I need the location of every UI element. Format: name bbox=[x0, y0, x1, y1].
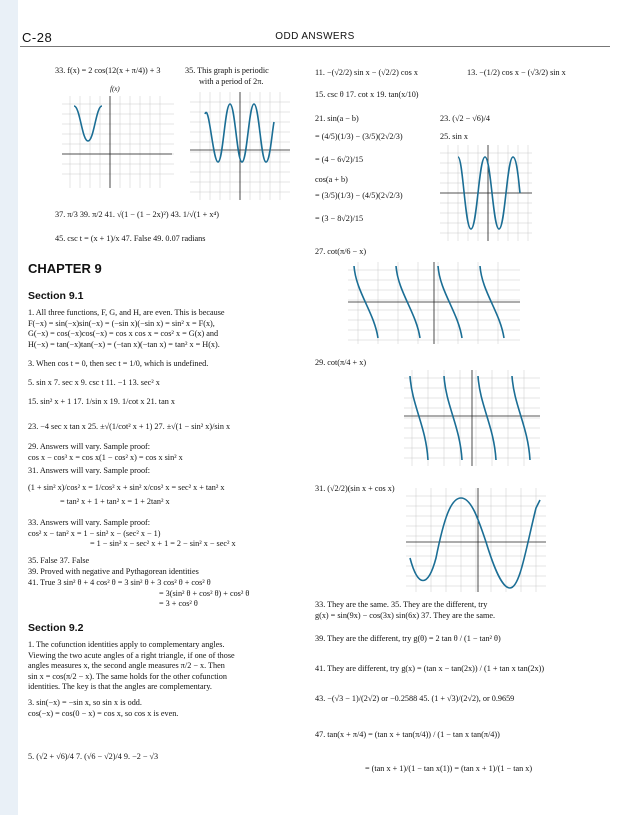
s91-answer-39: 39. Proved with negative and Pythagorean identities bbox=[28, 567, 199, 576]
answer-21-c: = (4 − 6√2)/15 bbox=[315, 155, 364, 164]
answer-25: 25. sin x bbox=[440, 132, 468, 141]
answer-47-b: = (tan x + 1)/(1 − tan x(1)) = (tan x + 1)/(1 − tan x) bbox=[365, 764, 533, 773]
answer-41: 41. They are different, try g(x) = (tan x − tan(2x)) / (1 + tan x tan(2x)) bbox=[315, 664, 545, 673]
answers-33-37-b: g(x) = sin(9x) − cos(3x) sin(6x) 37. They are the same. bbox=[315, 611, 496, 620]
answer-11: 11. −(√2/2) sin x − (√2/2) cos x bbox=[315, 68, 418, 77]
graph-25 bbox=[440, 145, 532, 241]
section-9-1-title: Section 9.1 bbox=[28, 290, 84, 302]
answer-21-e: = (3/5)(1/3) − (4/5)(2√2/3) bbox=[315, 191, 403, 200]
s91-answer-33: 33. Answers will vary. Sample proof: cos² x − tan² x = 1 − sin² x − (sec² x − 1) = 1 − sin² x − sec² x + 1 = 2 − sin² x − sec² x bbox=[28, 518, 236, 549]
graph-35 bbox=[190, 92, 290, 200]
answers-33-35: 33. They are the same. 35. They are the different, try bbox=[315, 600, 488, 609]
s91-answer-1: 1. All three functions, F, G, and H, are even. This is because F(−x) = sin(−x)sin(−x) = (−sin x)(−sin x) = sin² x = F(x), G(−x) = cos(−x)cos(−x) = cos x cos x = cos² x = G(x) and H(−x) = tan(−x)tan(−x) = (−tan x)(−tan x) = tan² x = H(x). bbox=[28, 308, 225, 349]
s92-answer-1: 1. The cofunction identities apply to complementary angles. Viewing the two acute angles of a right triangle, if one of those angles measures x, the second angle measures π/2 − x. Then sin x = cos(π/2 − x). The same holds for the other cofunction identities. The key is that the angles are complementary. bbox=[28, 640, 235, 692]
graph-33 bbox=[62, 96, 174, 188]
answer-39: 39. They are the different, try g(θ) = 2 tan θ / (1 − tan² θ) bbox=[315, 634, 501, 643]
s92-answers-5-9: 5. (√2 + √6)/4 7. (√6 − √2)/4 9. −2 − √3 bbox=[28, 752, 159, 761]
s91-answers-35-37: 35. False 37. False bbox=[28, 556, 90, 565]
answer-47: 47. tan(x + π/4) = (tan x + tan(π/4)) / (1 − tan x tan(π/4)) bbox=[315, 730, 500, 739]
graph-31 bbox=[406, 488, 546, 592]
answer-27: 27. cot(π/6 − x) bbox=[315, 247, 367, 256]
answers-37-43: 37. π/3 39. π/2 41. √(1 − (1 − 2x)²) 43. 1/√(1 + x⁴) bbox=[55, 210, 219, 219]
answers-43-45: 43. −(√3 − 1)/(2√2) or −0.2588 45. (1 + √3)/(2√2), or 0.9659 bbox=[315, 694, 515, 703]
chapter-title: CHAPTER 9 bbox=[28, 261, 102, 276]
answer-35-b: with a period of 2π. bbox=[199, 77, 264, 86]
answer-13: 13. −(1/2) cos x − (√3/2) sin x bbox=[467, 68, 566, 77]
s91-answer-31: 31. Answers will vary. Sample proof: (1 + sin² x)/cos² x = 1/cos² x + sin² x/cos² x = sec² x + tan² x = tan² x + 1 + tan² x = 1 + 2tan² x bbox=[28, 466, 225, 507]
answers-45-49: 45. csc t = (x + 1)/x 47. False 49. 0.07 radians bbox=[55, 234, 206, 243]
s92-answer-3: 3. sin(−x) = −sin x, so sin x is odd. cos(−x) = cos(0 − x) = cos x, so cos x is even. bbox=[28, 698, 179, 718]
s91-answer-3: 3. When cos t = 0, then sec t = 1/0, which is undefined. bbox=[28, 359, 209, 368]
answer-21-f: = (3 − 8√2)/15 bbox=[315, 214, 364, 223]
running-title: ODD ANSWERS bbox=[275, 31, 355, 42]
page-number: C-28 bbox=[22, 30, 53, 45]
answer-23: 23. (√2 − √6)/4 bbox=[440, 114, 490, 123]
answers-15-19: 15. csc θ 17. cot x 19. tan(x/10) bbox=[315, 90, 419, 99]
answer-29: 29. cot(π/4 + x) bbox=[315, 358, 367, 367]
s91-answers-23-27: 23. −4 sec x tan x 25. ±√(1/cot² x + 1) 27. ±√(1 − sin² x)/sin x bbox=[28, 422, 231, 431]
answer-21-d: cos(a + b) bbox=[315, 175, 348, 184]
graph-27 bbox=[348, 262, 520, 344]
header-rule bbox=[20, 46, 610, 47]
s91-answer-29: 29. Answers will vary. Sample proof: cos x − cos³ x = cos x(1 − cos² x) = cos x sin² x bbox=[28, 442, 183, 462]
answer-21: 21. sin(a − b) bbox=[315, 114, 359, 123]
graph-33-label: f(x) bbox=[110, 85, 120, 93]
answer-35: 35. This graph is periodic bbox=[185, 66, 269, 75]
answer-21-b: = (4/5)(1/3) − (3/5)(2√2/3) bbox=[315, 132, 403, 141]
margin-strip bbox=[0, 0, 18, 815]
answer-33: 33. f(x) = 2 cos(12(x + π/4)) + 3 bbox=[55, 66, 161, 75]
section-9-2-title: Section 9.2 bbox=[28, 622, 84, 634]
s91-answers-5-13: 5. sin x 7. sec x 9. csc t 11. −1 13. sec² x bbox=[28, 378, 160, 387]
s91-answers-15-21: 15. sin² x + 1 17. 1/sin x 19. 1/cot x 21. tan x bbox=[28, 397, 175, 406]
answer-31: 31. (√2/2)(sin x + cos x) bbox=[315, 484, 395, 493]
s91-answer-41: 41. True 3 sin² θ + 4 cos² θ = 3 sin² θ + 3 cos² θ + cos² θ = 3(sin² θ + cos² θ) + cos² θ = 3 + cos² θ bbox=[28, 578, 250, 609]
graph-29 bbox=[404, 370, 540, 466]
